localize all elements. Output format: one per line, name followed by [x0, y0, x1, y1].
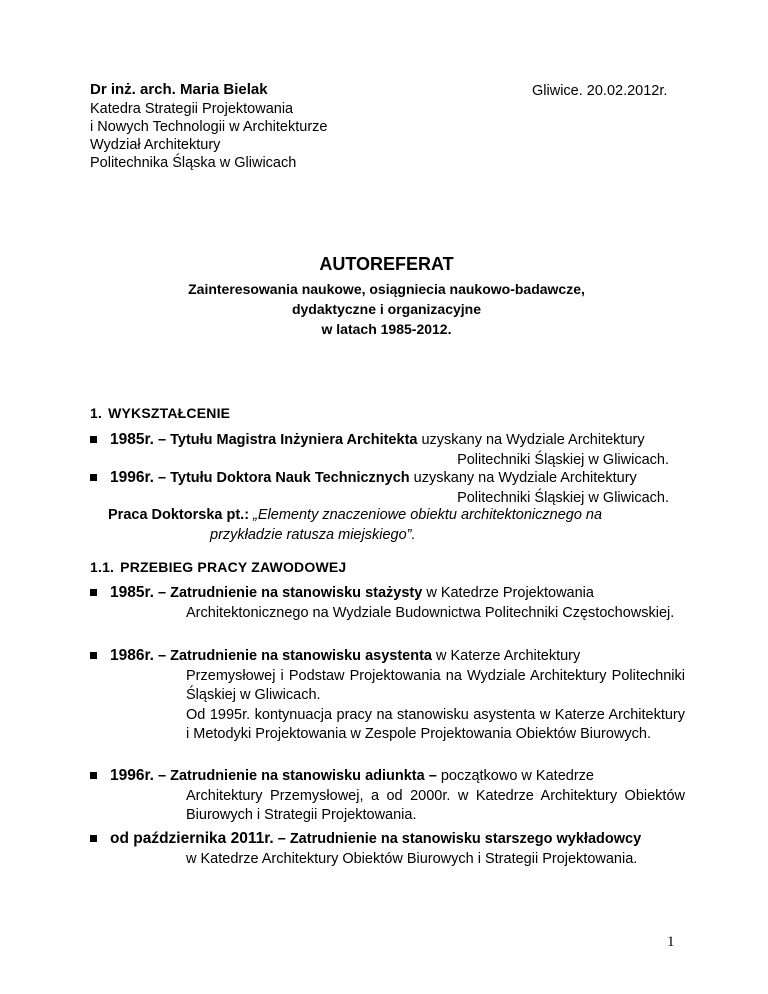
author-block: [90, 81, 510, 172]
item-lead: – Zatrudnienie na stanowisku stażysty: [153, 585, 423, 601]
item-year: od października 2011r.: [110, 830, 274, 847]
item-text: uzyskany na Wydziale Architektury: [409, 470, 637, 486]
doctoral-thesis: [108, 506, 685, 545]
item-dash: –: [153, 470, 171, 486]
author-name: Dr inż. arch. Maria Bielak: [90, 81, 268, 98]
section-title: WYKSZTAŁCENIE: [108, 405, 231, 421]
section-number: 1.: [90, 405, 103, 421]
item-continuation: Przemysłowej i Podstaw Projektowania na Wydziale Architektury Politechniki Śląskiej w Gliwicach.: [186, 667, 685, 703]
affiliation-line: Katedra Strategii Projektowania: [90, 101, 294, 117]
item-degree: Tytułu Doktora Nauk Technicznych: [170, 470, 410, 486]
section-title: PRZEBIEG PRACY ZAWODOWEJ: [120, 559, 347, 575]
affiliation-line: Wydział Architektury: [90, 137, 221, 153]
affiliation-line: i Nowych Technologii w Architekturze: [90, 119, 328, 135]
list-item: [90, 646, 685, 745]
subtitle-line: dydaktyczne i organizacyjne: [291, 301, 482, 317]
document-title: AUTOREFERAT: [319, 254, 454, 274]
list-item: [90, 468, 685, 508]
bullet-icon: [90, 772, 97, 779]
list-item: [90, 583, 685, 623]
item-degree: Tytułu Magistra Inżyniera Architekta: [170, 432, 418, 448]
item-extra: Od 1995r. kontynuacja pracy na stanowisku asystenta w Katerze Architektury i Metodyki Projektowania w Zespole Projektowania Obiektów Biurowych.: [186, 706, 685, 742]
item-year: 1996r.: [110, 767, 154, 784]
item-year: 1986r.: [110, 647, 154, 664]
bullet-icon: [90, 589, 97, 596]
item-year: 1985r.: [110, 584, 154, 601]
section-heading-education: [90, 404, 230, 422]
item-year: 1996r.: [110, 469, 154, 486]
item-text: początkowo w Katedrze: [436, 768, 594, 784]
item-lead: – Zatrudnienie na stanowisku starszego wykładowcy: [273, 831, 642, 847]
section-heading-career: [90, 558, 346, 576]
thesis-title-cont: przykładzie ratusza miejskiego”.: [210, 526, 416, 543]
item-lead: – Zatrudnienie na stanowisku asystenta: [153, 648, 432, 664]
bullet-icon: [90, 436, 97, 443]
thesis-title: „Elementy znaczeniowe obiektu architektonicznego na: [249, 507, 603, 523]
affiliation-line: Politechnika Śląska w Gliwicach: [90, 155, 297, 171]
item-dash: –: [153, 432, 171, 448]
item-continuation: Architektonicznego na Wydziale Budownictwa Politechniki Częstochowskiej.: [186, 604, 675, 621]
section-number: 1.1.: [90, 559, 115, 575]
item-continuation: w Katedrze Architektury Obiektów Biurowych i Strategii Projektowania.: [186, 850, 638, 867]
subtitle-line: w latach 1985-2012.: [321, 321, 452, 337]
subtitle-line: Zainteresowania naukowe, osiągniecia naukowo-badawcze,: [188, 281, 585, 297]
bullet-icon: [90, 652, 97, 659]
list-item: [90, 766, 685, 826]
list-item: [90, 829, 685, 869]
item-lead: – Zatrudnienie na stanowisku adiunkta –: [153, 768, 437, 784]
item-year: 1985r.: [110, 431, 154, 448]
bullet-icon: [90, 835, 97, 842]
item-continuation: Politechniki Śląskiej w Gliwicach.: [457, 451, 669, 468]
place-date: Gliwice. 20.02.2012r.: [532, 83, 668, 99]
thesis-label: Praca Doktorska pt.:: [108, 507, 250, 523]
bullet-icon: [90, 474, 97, 481]
item-text: w Katedrze Projektowania: [422, 585, 594, 601]
item-continuation: Politechniki Śląskiej w Gliwicach.: [457, 489, 669, 506]
page-number: 1: [667, 934, 675, 950]
item-text: w Katerze Architektury: [431, 648, 581, 664]
item-text: uzyskany na Wydziale Architektury: [417, 432, 645, 448]
list-item: [90, 430, 685, 470]
title-block: [90, 255, 683, 339]
item-continuation: Architektury Przemysłowej, a od 2000r. w Katedrze Architektury Obiektów Biurowych i Strategii Projektowania.: [186, 787, 685, 823]
